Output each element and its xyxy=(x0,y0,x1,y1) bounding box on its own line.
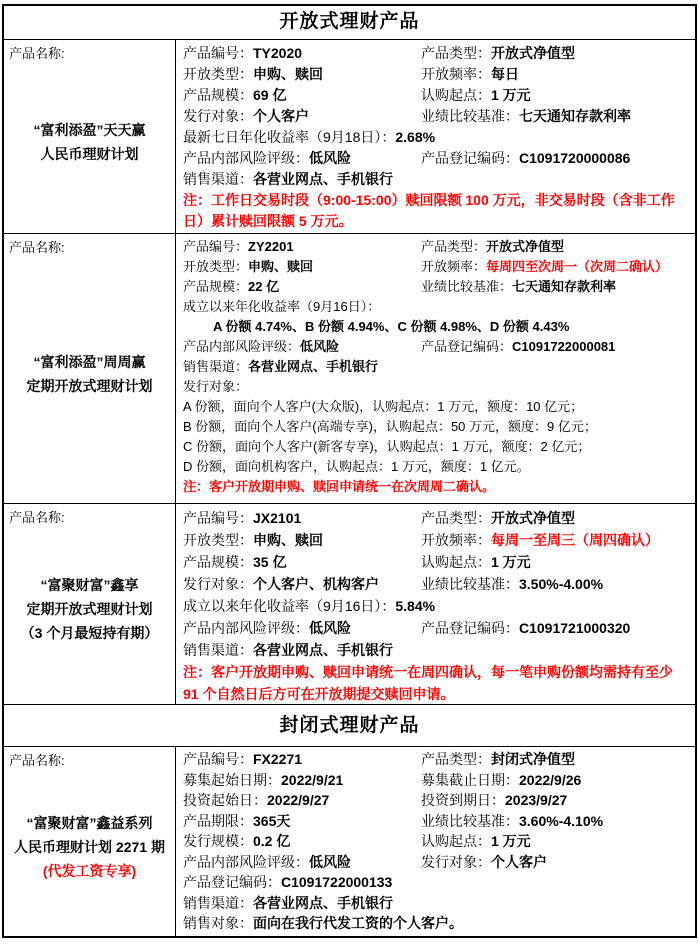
field-label: 销售渠道： xyxy=(183,171,253,187)
line-sales-target xyxy=(183,913,691,934)
line-raise-dates xyxy=(183,770,691,791)
field-label: 开放频率： xyxy=(421,66,491,82)
field-label: 产品类型： xyxy=(421,45,491,61)
field-label: 发行对象： xyxy=(421,853,491,870)
line-product-code xyxy=(183,749,691,770)
field-label: 认购起点： xyxy=(421,833,491,849)
line-issue-target xyxy=(183,573,691,595)
field-value: 365天 xyxy=(253,812,291,829)
field-label: 产品登记编码： xyxy=(183,874,281,890)
field-value: 低风险 xyxy=(309,150,351,166)
field-label: 认购起点： xyxy=(421,87,491,103)
field-label: 投资起始日： xyxy=(183,792,267,808)
line-sales-channel xyxy=(183,893,691,914)
product-name-line: 定期开放式理财计划 xyxy=(26,377,153,394)
product-name-cell xyxy=(4,234,176,503)
line-risk-rating xyxy=(183,617,691,639)
field-value: 个人客户 xyxy=(491,853,547,870)
field-value: 面向在我行代发工资的个人客户。 xyxy=(253,915,463,931)
field-value: 低风险 xyxy=(300,339,340,354)
product-name-line: 定期开放式理财计划 xyxy=(26,601,153,617)
line-risk-rating xyxy=(183,148,691,169)
field-label: 发行对象： xyxy=(183,108,253,124)
field-value: 2.68% xyxy=(395,129,436,145)
field-label: 业绩比较基准： xyxy=(421,812,519,829)
field-label: 募集截止日期： xyxy=(421,771,519,788)
field-label: 产品规模： xyxy=(183,87,253,103)
field-label: 发行规模： xyxy=(183,833,253,849)
field-value: ZY2201 xyxy=(248,239,294,254)
product-details-cell xyxy=(176,234,695,503)
field-value: 1 万元 xyxy=(491,833,531,849)
line-sales-channel xyxy=(183,169,691,190)
field-value: 申购、赎回 xyxy=(253,532,323,548)
product-name-line: “富聚财富”鑫益系列 xyxy=(26,814,153,831)
product-name-cell xyxy=(4,747,176,936)
field-value: 个人客户 xyxy=(253,108,309,124)
field-label: 开放类型： xyxy=(183,66,253,82)
field-label: 认购起点： xyxy=(421,554,491,570)
field-value: 申购、赎回 xyxy=(253,66,323,82)
field-value: 各营业网点、手机银行 xyxy=(253,894,393,911)
field-value: 1 万元 xyxy=(491,87,531,103)
line-sales-channel xyxy=(183,357,691,377)
field-value: 2022/9/26 xyxy=(519,771,582,788)
field-label: 开放类型： xyxy=(183,532,253,548)
field-value: 开放式净值型 xyxy=(491,45,575,61)
line-issue-target xyxy=(183,106,691,127)
field-value: 0.2 亿 xyxy=(253,833,291,849)
field-label: 产品内部风险评级： xyxy=(183,620,309,636)
field-value: C1091722000133 xyxy=(281,874,393,890)
note-text: 注：客户开放期申购、赎回申请统一在次周周二确认。 xyxy=(183,479,496,494)
line-yield-since-inception xyxy=(183,595,691,617)
note-text: 注：客户开放期申购、赎回申请统一在周四确认，每一笔申购份额均需持有至少 91 个自然日后方可在开放期提交赎回申请。 xyxy=(183,664,673,702)
field-value: C1091722000081 xyxy=(512,339,616,354)
line-yield-since-inception: 成立以来年化收益率（9月16日）： xyxy=(183,299,381,314)
field-label: 产品内部风险评级： xyxy=(183,853,309,870)
line-risk-rating xyxy=(183,852,691,873)
line-sales-channel xyxy=(183,639,691,661)
product-name-line: “富利添盈”周周赢 xyxy=(33,353,146,370)
product-name-label: 产品名称: xyxy=(9,46,65,61)
field-value: 22 亿 xyxy=(248,279,280,294)
product-name xyxy=(4,563,175,645)
product-name-label: 产品名称: xyxy=(9,240,65,255)
field-label: 产品编号： xyxy=(183,45,253,61)
section-header-open: 开放式理财产品 xyxy=(279,11,420,32)
product-row-fx2271 xyxy=(4,746,695,936)
field-value: 5.84% xyxy=(395,598,436,614)
field-label: 产品登记编码： xyxy=(421,150,519,166)
line-invest-dates xyxy=(183,790,691,811)
line-scale xyxy=(183,277,691,297)
product-row-ty2020 xyxy=(4,39,695,233)
field-label: 销售渠道： xyxy=(183,642,253,658)
field-value: 各营业网点、手机银行 xyxy=(253,642,393,658)
field-value: 2022/9/27 xyxy=(267,792,330,808)
field-value: 2023/9/27 xyxy=(505,792,568,808)
field-value: 低风险 xyxy=(309,620,351,636)
product-name-cell xyxy=(4,504,176,704)
line-open-type xyxy=(183,257,691,277)
field-label: 产品编号： xyxy=(183,510,253,526)
line-issue-target: 发行对象： xyxy=(183,379,249,394)
product-row-zy2201 xyxy=(4,233,695,503)
field-value: C1091721000320 xyxy=(519,620,631,636)
product-name-line: （3 个月最短持有期） xyxy=(20,625,159,641)
field-value: 七天通知存款利率 xyxy=(512,279,617,294)
section-header-closed: 封闭式理财产品 xyxy=(4,704,695,746)
product-name xyxy=(4,801,175,883)
field-value: 个人客户、机构客户 xyxy=(253,576,379,592)
field-label: 业绩比较基准： xyxy=(421,576,519,592)
field-label: 产品内部风险评级： xyxy=(183,339,301,354)
field-value: 七天通知存款利率 xyxy=(519,108,631,124)
field-value: TY2020 xyxy=(253,45,303,61)
field-value: FX2271 xyxy=(253,751,303,767)
line-product-code xyxy=(183,237,691,257)
field-label: 开放频率： xyxy=(421,259,487,274)
field-value: 开放式净值型 xyxy=(491,510,575,526)
product-name xyxy=(4,108,175,166)
field-value: 2022/9/21 xyxy=(281,771,344,788)
field-label: 产品登记编码： xyxy=(421,339,513,354)
product-details-cell xyxy=(176,747,695,936)
line-product-code xyxy=(183,507,691,529)
field-value: 开放式净值型 xyxy=(486,239,565,254)
field-value: 低风险 xyxy=(309,853,351,870)
field-value: 各营业网点、手机银行 xyxy=(253,171,393,187)
field-value: 3.50%-4.00% xyxy=(519,576,604,592)
line-latest-yield xyxy=(183,127,691,148)
line-share-d: D 份额，面向机构客户，认购起点：1 万元，额度：1 亿元。 xyxy=(183,459,530,474)
line-share-b: B 份额，面向个人客户(高端专享)，认购起点：50 万元，额度：9 亿元； xyxy=(183,419,597,434)
field-label: 业绩比较基准： xyxy=(421,279,513,294)
product-name xyxy=(4,340,175,398)
product-name-line: 人民币理财计划 xyxy=(40,145,139,162)
field-value: 每日 xyxy=(491,66,519,82)
line-term xyxy=(183,811,691,832)
field-value: C1091720000086 xyxy=(519,150,631,166)
line-share-c: C 份额，面向个人客户(新客专享)，认购起点：1 万元，额度：2 亿元； xyxy=(183,439,591,454)
field-label: 业绩比较基准： xyxy=(421,108,519,124)
line-product-code xyxy=(183,43,691,64)
field-label: 产品类型： xyxy=(421,751,491,767)
field-label: 销售渠道： xyxy=(183,359,249,374)
field-label: 销售对象： xyxy=(183,915,253,931)
field-value-highlight: 每周四至次周一（次周二确认） xyxy=(486,259,669,274)
product-name-label: 产品名称: xyxy=(9,753,65,768)
field-value: 各营业网点、手机银行 xyxy=(248,359,379,374)
field-label: 最新七日年化收益率（9月18日）： xyxy=(183,129,396,145)
field-label: 产品类型： xyxy=(421,239,487,254)
field-label: 产品编号： xyxy=(183,751,253,767)
line-share-a: A 份额，面向个人客户(大众版)，认购起点：1 万元，额度：10 亿元； xyxy=(183,399,584,414)
line-share-yields: A 份额 4.74%、B 份额 4.94%、C 份额 4.98%、D 份额 4.43% xyxy=(213,319,570,334)
field-label: 产品内部风险评级： xyxy=(183,150,309,166)
line-issue-scale xyxy=(183,831,691,852)
field-label: 投资到期日： xyxy=(421,792,505,808)
field-label: 开放类型： xyxy=(183,259,249,274)
field-label: 产品类型： xyxy=(421,510,491,526)
product-name-cell xyxy=(4,40,176,233)
product-name-line: “富利添盈”天天赢 xyxy=(33,121,146,138)
line-risk-rating xyxy=(183,337,691,357)
field-label: 成立以来年化收益率（9月16日）： xyxy=(183,598,396,614)
field-value: 申购、赎回 xyxy=(248,259,314,274)
field-label: 产品规模： xyxy=(183,279,249,294)
product-details-cell xyxy=(176,504,695,704)
field-value: 69 亿 xyxy=(253,87,287,103)
note-text: 注：工作日交易时段（9:00-15:00）赎回限额 100 万元，非交易时段（含非工作日）累计赎回限额 5 万元。 xyxy=(183,192,675,229)
product-details-cell xyxy=(176,40,695,233)
field-label: 销售渠道： xyxy=(183,894,253,911)
field-label: 产品期限： xyxy=(183,812,253,829)
field-value: JX2101 xyxy=(253,510,302,526)
product-name-line: “富聚财富”鑫享 xyxy=(40,577,139,593)
field-label: 募集起始日期： xyxy=(183,771,281,788)
field-value: 35 亿 xyxy=(253,554,287,570)
field-value: 3.60%-4.10% xyxy=(519,812,604,829)
field-label: 产品编号： xyxy=(183,239,249,254)
field-label: 产品登记编码： xyxy=(421,620,519,636)
field-value: 封闭式净值型 xyxy=(491,751,575,767)
line-open-type xyxy=(183,529,691,551)
field-label: 发行对象： xyxy=(183,576,253,592)
field-value-highlight: 每周一至周三（周四确认） xyxy=(491,532,659,548)
product-row-jx2101 xyxy=(4,503,695,704)
line-scale xyxy=(183,551,691,573)
line-scale xyxy=(183,85,691,106)
field-label: 产品规模： xyxy=(183,554,253,570)
product-name-line-highlight: (代发工资专享) xyxy=(42,862,137,879)
field-label: 开放频率： xyxy=(421,532,491,548)
product-name-label: 产品名称: xyxy=(9,510,65,525)
line-registration-code xyxy=(183,872,691,893)
field-value: 1 万元 xyxy=(491,554,531,570)
product-table xyxy=(2,4,697,938)
product-name-line: 人民币理财计划 2271 期 xyxy=(14,838,165,855)
line-open-type xyxy=(183,64,691,85)
